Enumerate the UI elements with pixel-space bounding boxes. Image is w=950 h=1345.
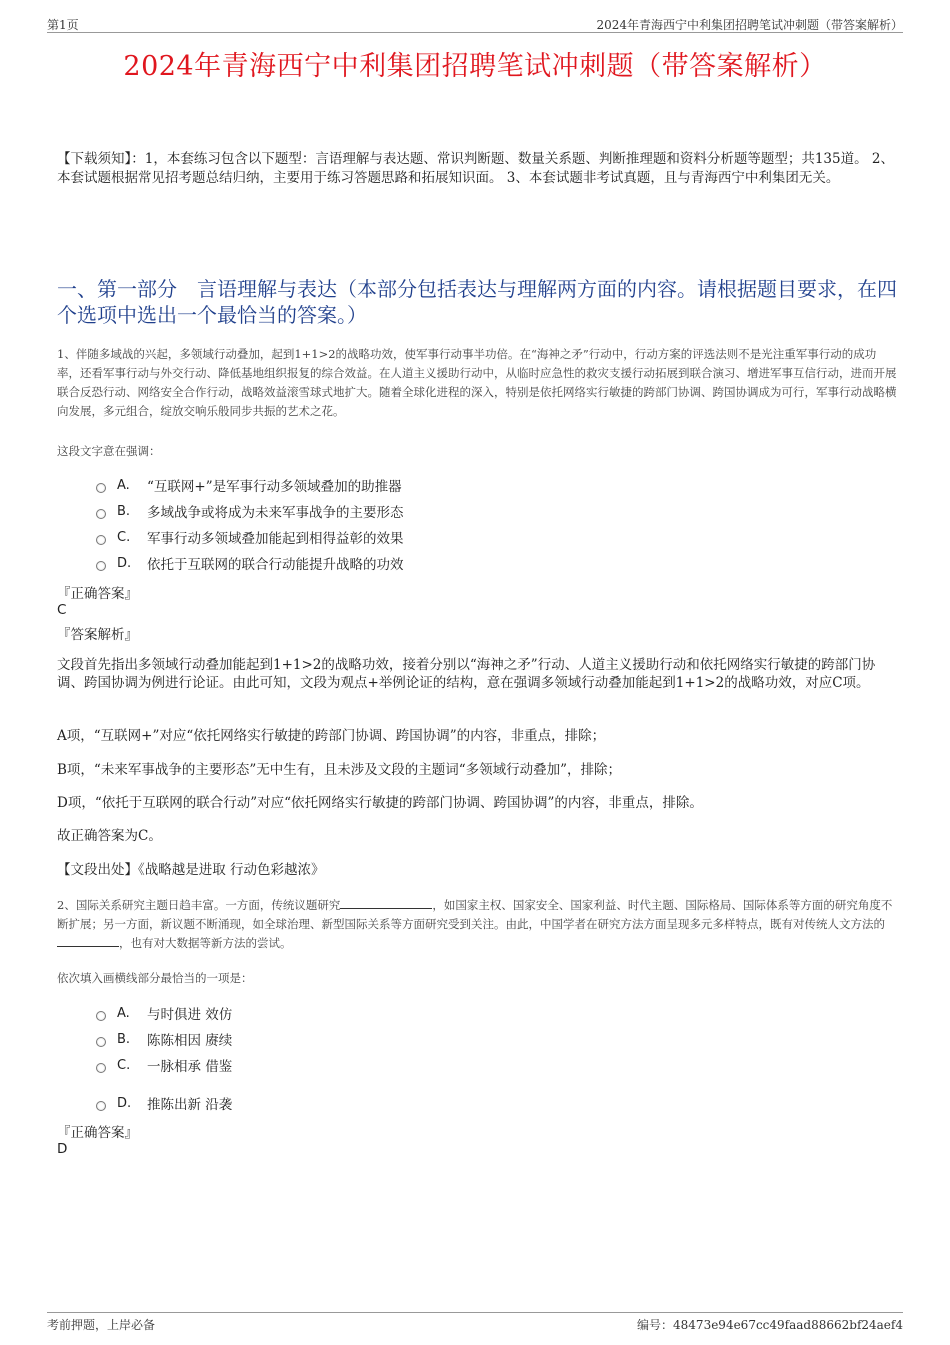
question-1-prompt: 这段文字意在强调： xyxy=(57,444,161,458)
question-1-option-c[interactable]: C. 军事行动多领域叠加能起到相得益彰的效果 xyxy=(96,524,856,550)
section-title: 一、第一部分 言语理解与表达（本部分包括表达与理解两方面的内容。请根据题目要求，在四个选项中选出一个最恰当的答案。） xyxy=(57,277,897,327)
question-1-analysis-d: D项，“依托于互联网的联合行动”对应“依托网络实行敏捷的跨部门协调、跨国协调”的内容，非重点，排除。 xyxy=(57,795,703,811)
header-doc-title: 2024年青海西宁中利集团招聘笔试冲刺题（带答案解析） xyxy=(596,18,903,32)
page-footer xyxy=(47,1312,903,1332)
question-2-option-b[interactable]: B. 陈陈相因 赓续 xyxy=(96,1026,856,1052)
question-1-answer: C xyxy=(57,602,67,618)
page-header xyxy=(47,14,903,33)
radio-icon[interactable] xyxy=(96,1063,106,1073)
footer-doc-id: 编号：48473e94e67cc49faad88662bf24aef4 xyxy=(637,1318,903,1332)
footer-slogan: 考前押题，上岸必备 xyxy=(47,1318,156,1332)
question-1-analysis-paragraph: 文段首先指出多领域行动叠加能起到1+1>2的战略功效，接着分别以“海神之矛”行动、人道主义援助行动和依托网络实行敏捷的跨部门协调、跨国协调为例进行论证。由此可知，文段为观点+举例论证的结构，意在强调多领域行动叠加能起到1+1>2的战略功效，对应C项。 xyxy=(57,657,876,691)
question-1-option-b[interactable]: B. 多域战争或将成为未来军事战争的主要形态 xyxy=(96,498,856,524)
question-1-analysis-label: 『答案解析』 xyxy=(57,627,138,643)
page-number: 第1页 xyxy=(47,18,79,32)
radio-icon[interactable] xyxy=(96,1101,106,1111)
radio-icon[interactable] xyxy=(96,509,106,519)
question-2-option-c[interactable]: C. 一脉相承 借鉴 xyxy=(96,1052,856,1078)
question-1-analysis-b: B项，“未来军事战争的主要形态”无中生有，且未涉及文段的主题词“多领域行动叠加”，排除； xyxy=(57,762,622,778)
question-2-answer: D xyxy=(57,1141,68,1157)
question-1-options xyxy=(96,472,856,576)
question-1-option-d[interactable]: D. 依托于互联网的联合行动能提升战略的功效 xyxy=(96,550,856,576)
question-1-source: 【文段出处】《战略越是进取 行动色彩越浓》 xyxy=(57,862,325,878)
fill-blank-2[interactable] xyxy=(57,934,119,947)
question-2-stem: 2、国际关系研究主题日趋丰富。一方面，传统议题研究 ，如国家主权、国家安全、国家利益、时代主题、国际格局、国际体系等方面的研究角度不断扩展；另一方面，新议题不断涌现，如全球治理、新型国际关系等方面研究受到关注。由此，中国学者在研究方法方面呈现多元多样特点，既有对传统人文方法的，也有对大数据等新方法的尝试。 xyxy=(57,898,893,950)
radio-icon[interactable] xyxy=(96,535,106,545)
radio-icon[interactable] xyxy=(96,1011,106,1021)
question-1-analysis-conclusion: 故正确答案为C。 xyxy=(57,828,162,844)
question-1-option-a[interactable]: A. “互联网+”是军事行动多领域叠加的助推器 xyxy=(96,472,856,498)
download-notice: 【下载须知】：1，本套练习包含以下题型：言语理解与表达题、常识判断题、数量关系题、判断推理题和资料分析题等题型；共135道。 2、本套试题根据常见招考题总结归纳，主要用于练习答题思路和拓展知识面。 3、本套试题非考试真题，且与青海西宁中利集团无关。 xyxy=(57,151,894,186)
question-2-prompt: 依次填入画横线部分最恰当的一项是： xyxy=(57,971,253,985)
question-2-options xyxy=(96,1000,856,1116)
fill-blank-1[interactable] xyxy=(340,896,432,909)
radio-icon[interactable] xyxy=(96,1037,106,1047)
question-2-answer-label: 『正确答案』 xyxy=(57,1125,138,1141)
question-2-option-a[interactable]: A. 与时俱进 效仿 xyxy=(96,1000,856,1026)
question-2-option-d[interactable]: D. 推陈出新 沿袭 xyxy=(96,1090,856,1116)
document-title: 2024年青海西宁中利集团招聘笔试冲刺题（带答案解析） xyxy=(123,51,827,82)
question-1-stem: 1、伴随多域战的兴起，多领域行动叠加，起到1+1>2的战略功效，使军事行动事半功倍。在“海神之矛”行动中，行动方案的评选法则不是光注重军事行动的成功率，还看军事行动与外交行动、降低基地组织报复的综合效益。在人道主义援助行动中，从临时应急性的救灾支援行动拓展到联合演习、增进军事互信行动，进而开展联合反恐行动、网络安全合作行动，战略效益滚雪球式地扩大。随着全球化进程的深入，特别是依托网络实行敏捷的跨部门协调、跨国协调成为可行，军事行动战略横向发展，多元组合，绽放交响乐般同步共振的艺术之花。 xyxy=(57,347,897,418)
radio-icon[interactable] xyxy=(96,483,106,493)
radio-icon[interactable] xyxy=(96,561,106,571)
question-1-answer-label: 『正确答案』 xyxy=(57,586,138,602)
question-1-analysis-a: A项，“互联网+”对应“依托网络实行敏捷的跨部门协调、跨国协调”的内容，非重点，排除； xyxy=(57,728,606,744)
